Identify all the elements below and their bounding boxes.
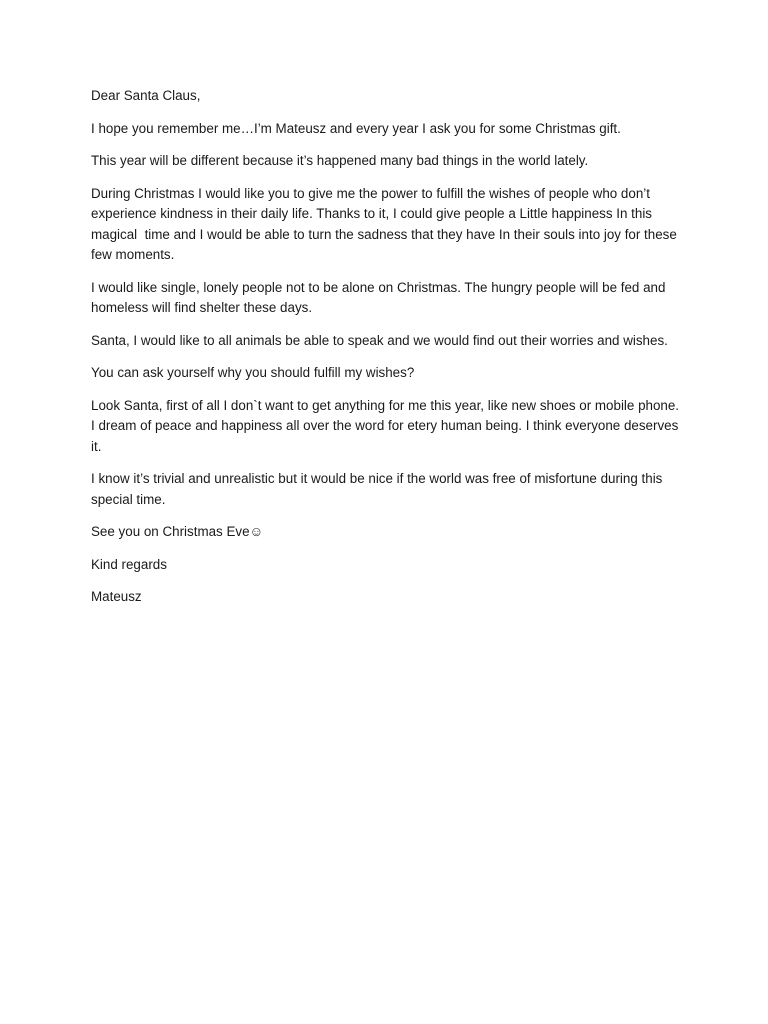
letter-paragraph: Santa, I would like to all animals be able to speak and we would find out their worries and wishes. <box>91 332 668 348</box>
letter-paragraph: I know it’s trivial and unrealistic but it would be nice if the world was free of misfortune during this special time. <box>91 471 667 507</box>
letter-paragraph: This year will be different because it’s happened many bad things in the world lately. <box>91 153 589 168</box>
letter-paragraph: I would like single, lonely people not to be alone on Christmas. The hungry people will be fed and homeless will find shelter these days. <box>91 279 670 315</box>
letter-paragraph: Look Santa, first of all I don`t want to get anything for me this year, like new shoes or mobile phone. I dream of peace and happiness all over the word for etery human being. I think everyone deserves it. <box>91 397 683 454</box>
letter-paragraph: You can ask yourself why you should fulfill my wishes? <box>91 365 415 380</box>
letter-paragraph: See you on Christmas Eve☺ <box>91 524 264 539</box>
letter-signature: Mateusz <box>91 589 142 604</box>
letter-body <box>91 86 681 620</box>
letter-greeting: Dear Santa Claus, <box>91 88 201 103</box>
letter-paragraph: I hope you remember me…I’m Mateusz and every year I ask you for some Christmas gift. <box>91 120 621 136</box>
letter-closing: Kind regards <box>91 556 167 572</box>
letter-paragraph: During Christmas I would like you to give me the power to fulfill the wishes of people who don’t experience kindness in their daily life. Thanks to it, I could give people a Little happiness In this magical time and I would be able to turn the sadness that they have In their souls into joy for these few moments. <box>91 185 681 262</box>
